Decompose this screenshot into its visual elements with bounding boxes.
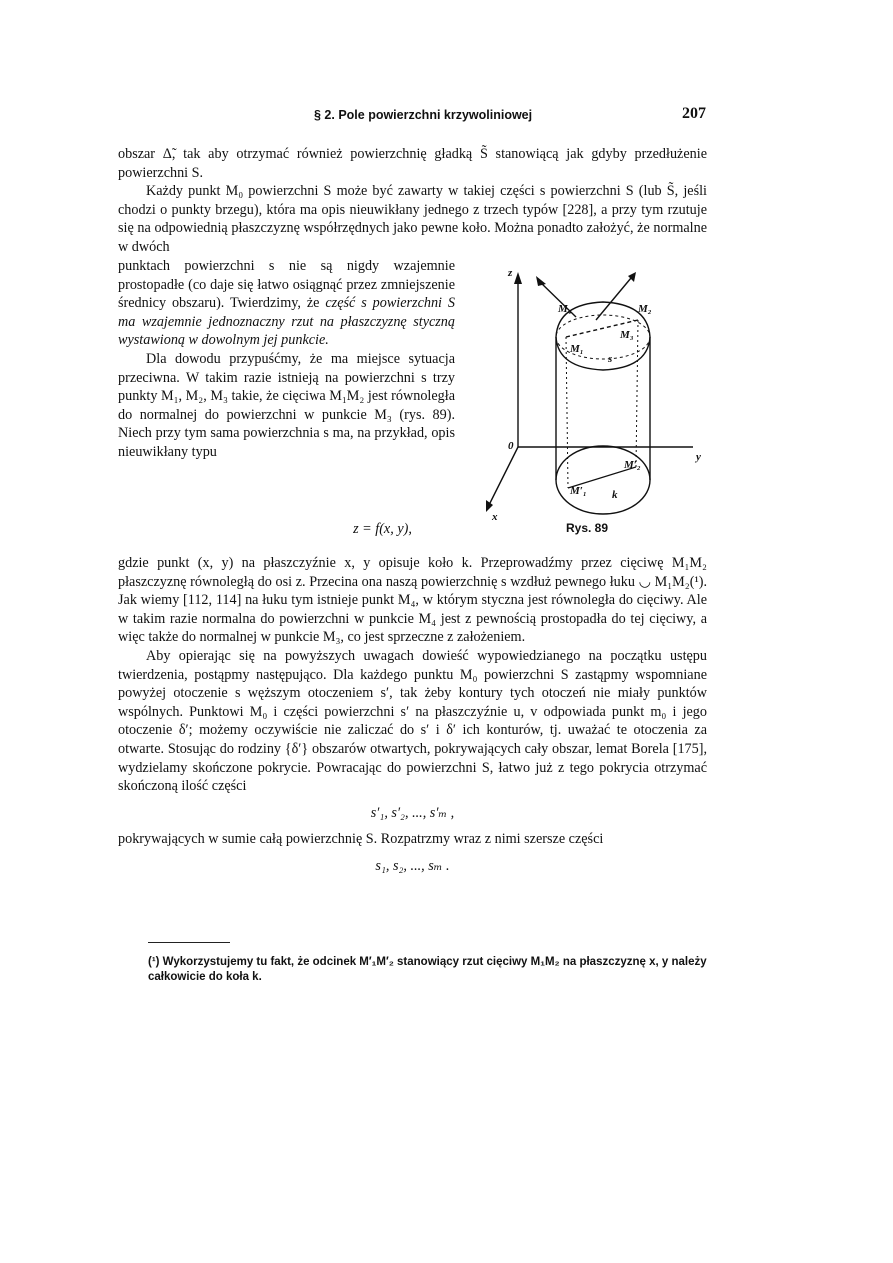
label-m4: M₄	[558, 303, 572, 315]
figure-caption: Rys. 89	[566, 521, 609, 535]
footnote-rule	[148, 942, 230, 943]
label-z: z	[508, 267, 513, 279]
x-axis	[488, 447, 518, 507]
label-m2: M₂	[638, 303, 652, 315]
theorem-statement: część s powierzchni S ma wzajemnie jednoznaczny rzut na płaszczyznę styczną wystawioną w dowolnym jej punkcie.	[118, 295, 455, 349]
label-x: x	[492, 511, 498, 523]
projection-line	[636, 320, 638, 467]
paragraph: Aby opierając się na powyższych uwagach dowieść wypowiedzianego na początku ustępu twierdzenia, postąpmy następująco. Dla każdego punktu M₀ powierzchni S zastąpmy wspomniane powyżej otoczenie s węższym otoczeniem s′, tak żeby kontury tych otoczeń nie miały punktów wspólnych. Punktowi M₀ i części powierzchni s′ na płaszczyźnie u, v odpowiada punkt m₀ i jego otoczenie δ′; możemy oczywiście nie zaliczać do s′ i δ′ ich konturów, tj. uważać te otoczenia za otwarte. Stosując do rodziny {δ′} obszarów otwartych, pokrywających cały obszar, lemat Borela [175], wydzielamy skończone pokrycie. Powracając do powierzchni S, łatwo już z tego pokrycia otrzymać skończoną ilość części	[118, 647, 707, 795]
running-header	[190, 105, 706, 130]
paragraph: pokrywających w sumie całą powierzchnię S. Rozpatrzmy wraz z nimi szersze części	[118, 831, 604, 848]
label-k: k	[612, 489, 618, 501]
paragraph: obszar Δ̃, tak aby otrzymać również powierzchnię gładką S̃ stanowiącą jak gdyby przedłużenie powierzchni S.	[118, 146, 707, 181]
normal-m3	[596, 278, 631, 320]
formula: s′₁, s′₂, ..., s′ₘ ,	[370, 804, 455, 821]
label-origin: 0	[508, 440, 514, 452]
formula: s₁, s₂, ..., sₘ .	[375, 857, 450, 874]
paragraph	[118, 257, 455, 350]
label-y: y	[696, 451, 701, 463]
formula: z = f(x, y),	[353, 521, 412, 537]
paragraph-text: punktach powierzchni s nie są nigdy wzajemnie prostopadłe (co daje się łatwo osiągnąć przez zmniejszenie średnicy obszaru). Twierdzimy, że	[118, 258, 455, 312]
paragraph: gdzie punkt (x, y) na płaszczyźnie x, y opisuje koło k. Przeprowadźmy przez cięciwę M₁M₂ płaszczyznę równoległą do osi z. Przecina ona naszą powierzchnię s wzdłuż pewnego łuku ◡ M₁M₂(¹). Jak wiemy [112, 114] na łuku tym istnieje punkt M₄, w którym styczna jest równoległa do cięciwy. Ale w takim razie normalna do powierzchni w punkcie M₄ jest z pewnością prostopadła do tej cięciwy, a więc także do normalnej w punkcie M₃, co jest sprzeczne z założeniem.	[118, 555, 707, 646]
z-axis-arrow	[514, 272, 522, 284]
normal-arrow	[536, 276, 546, 286]
text-block-beside-figure	[118, 257, 455, 462]
cylinder-diagram	[478, 262, 718, 552]
paragraph: Każdy punkt M₀ powierzchni S może być zawarty w takiej części s powierzchni S (lub S̃, jeśli chodzi o punkty brzegu), która ma opis nieuwikłany jednego z trzech typów [228], a przy tym rzutuje się na odpowiednią płaszczyznę współrzędnych jako pewne koło. Można ponadto założyć, że normalne w dwóch	[118, 183, 707, 255]
page-number: 207	[682, 105, 706, 122]
paragraph: Dla dowodu przypuśćmy, że ma miejsce sytuacja przeciwna. W takim razie istnieją na powierzchni s trzy punkty M₁, M₂, M₃ takie, że cięciwa M₁M₂ jest równoległa do normalnej do powierzchni w punkcie M₃ (rys. 89). Niech przy tym sama powierzchnia s ma, na przykład, opis nieuwikłany typu	[118, 350, 455, 460]
section-title: § 2. Pole powierzchni krzywoliniowej	[314, 108, 533, 122]
footnote: (¹) Wykorzystujemy tu fakt, że odcinek M′₁M′₂ stanowiący rzut cięciwy M₁M₂ na płaszczyznę x, y należy całkowicie do koła k.	[148, 956, 707, 983]
text-block-main	[118, 554, 707, 884]
label-s: s	[608, 353, 613, 365]
label-m1-prime: M′₁	[570, 485, 587, 497]
text-block-top	[118, 145, 707, 257]
label-m1: M₁	[570, 343, 584, 355]
figure-89	[478, 262, 718, 552]
label-m2-prime: M′₂	[624, 459, 641, 471]
label-m3: M₃	[620, 329, 634, 341]
